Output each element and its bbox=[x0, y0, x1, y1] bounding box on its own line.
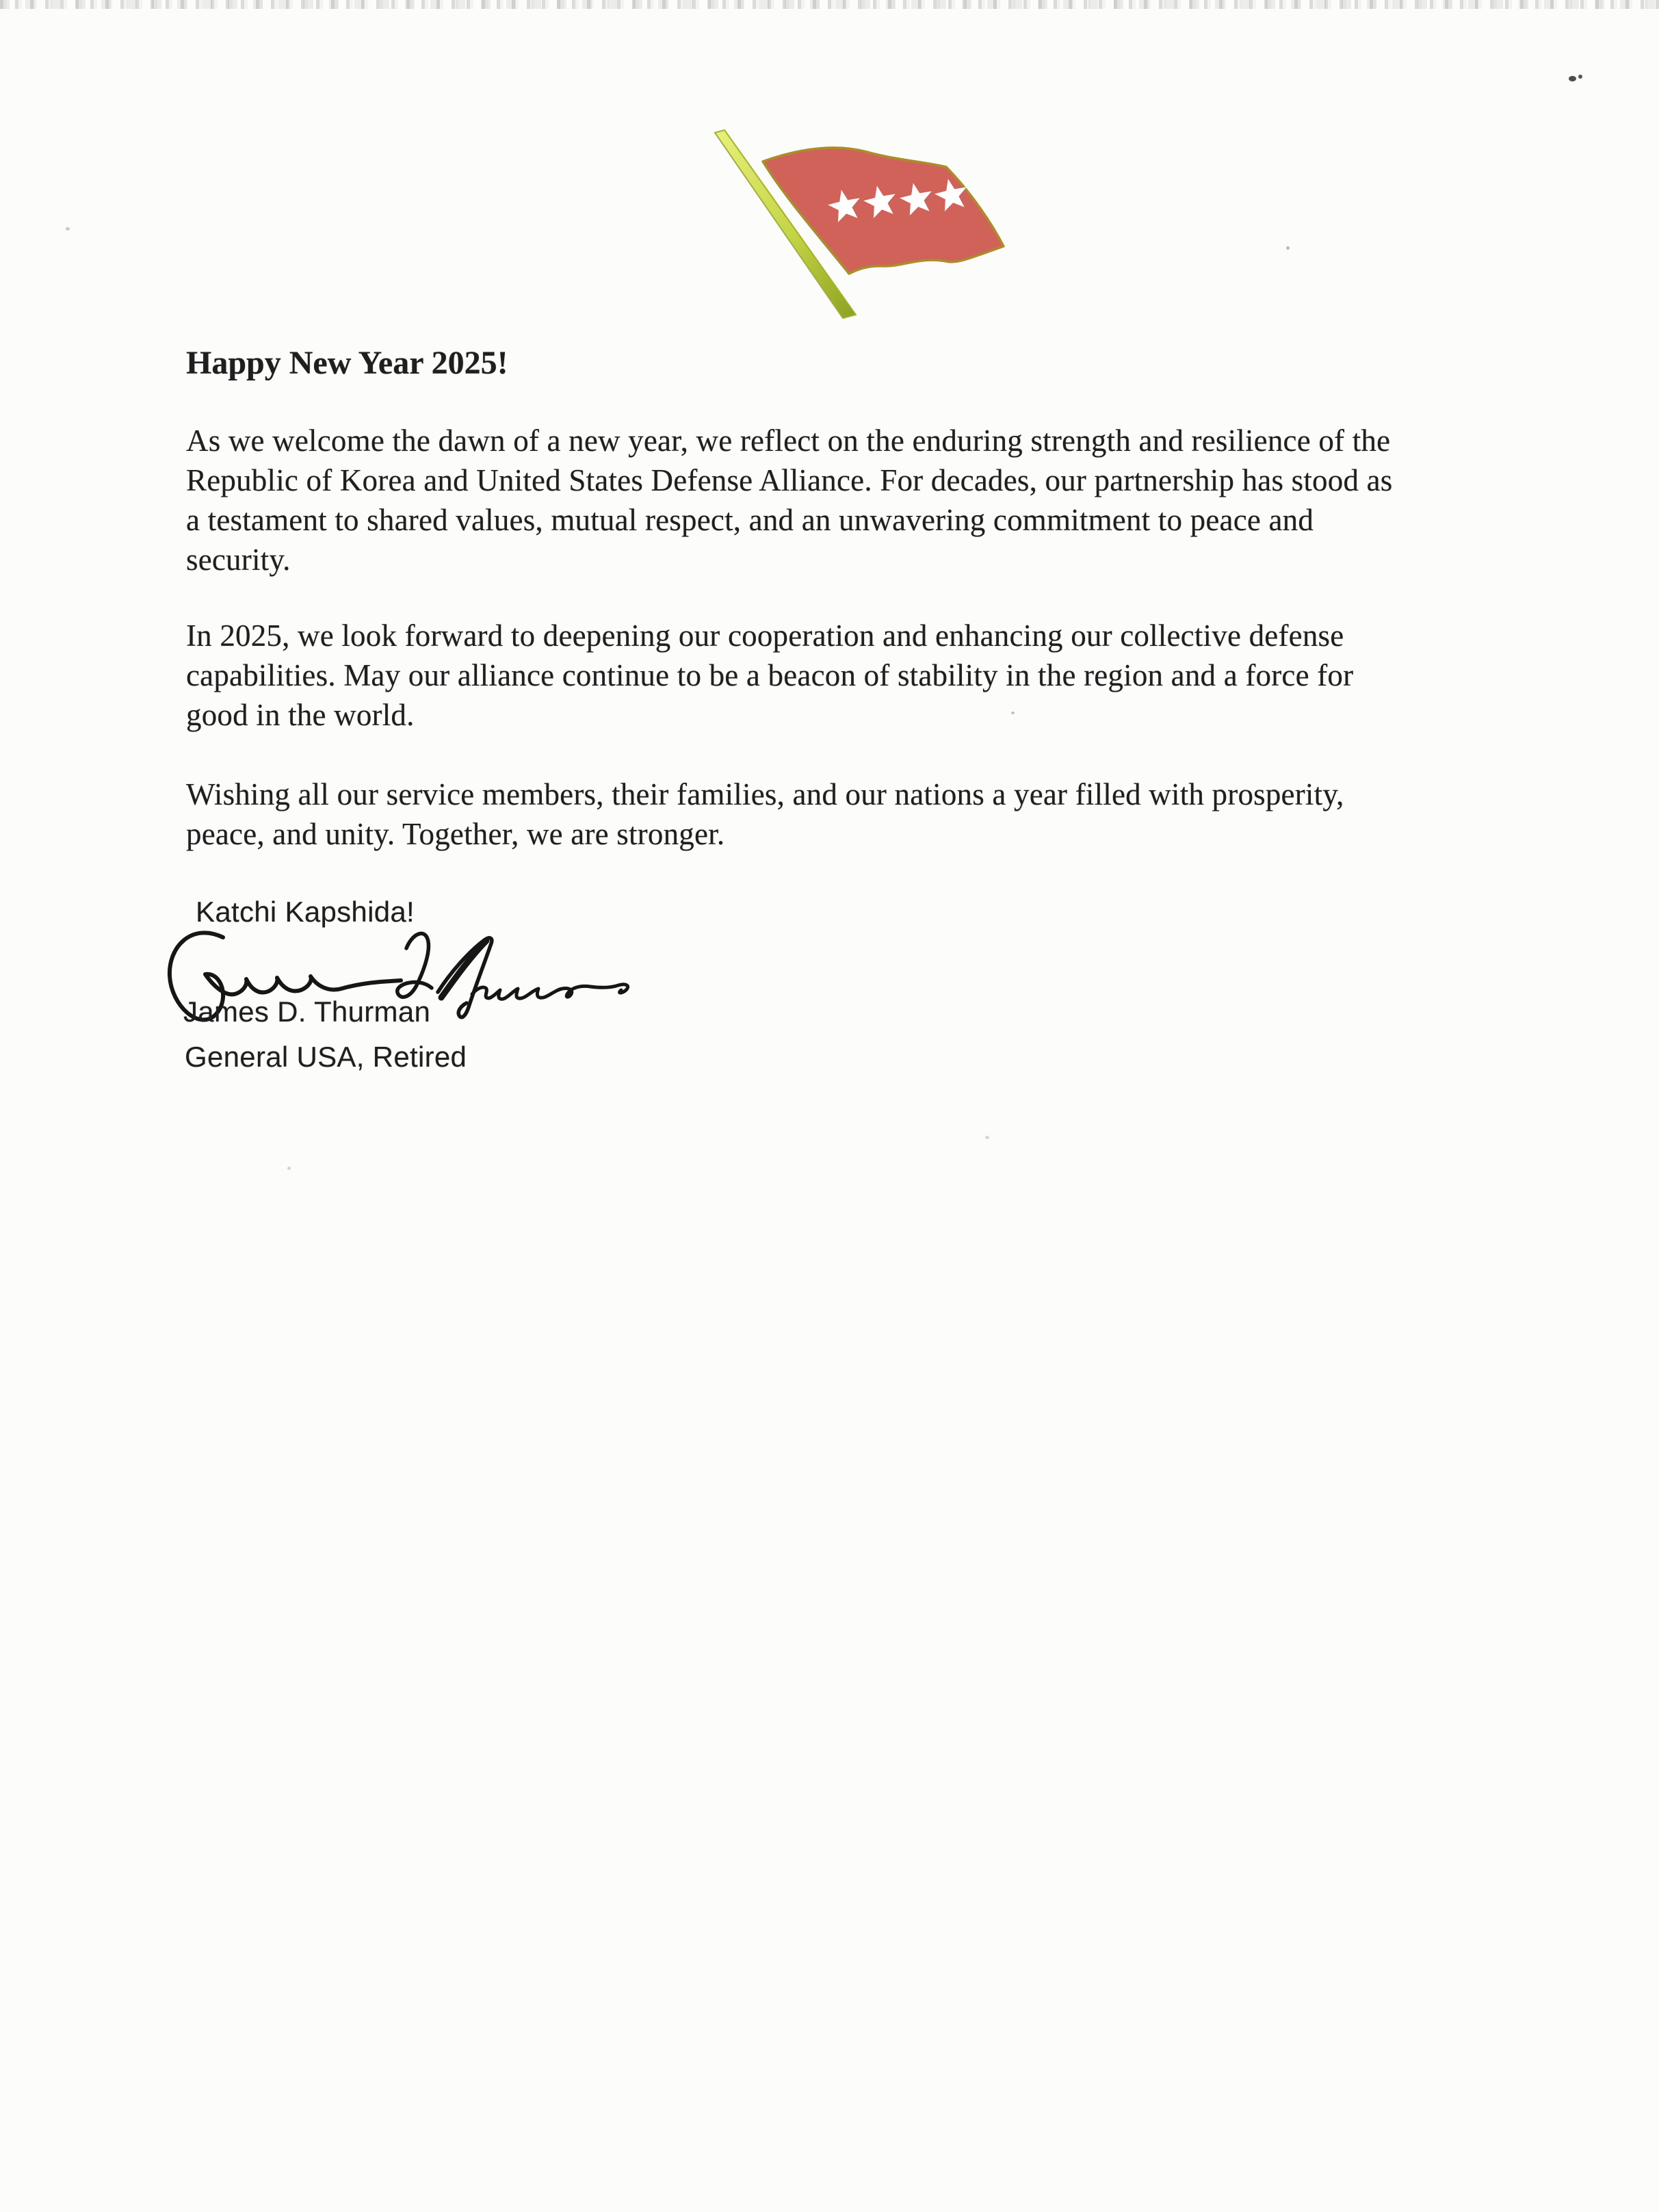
signer-title: General USA, Retired bbox=[185, 1041, 467, 1073]
letter-heading: Happy New Year 2025! bbox=[186, 345, 508, 381]
scan-speck bbox=[287, 1167, 291, 1170]
scan-speck bbox=[1578, 75, 1582, 79]
body-line: In 2025, we look forward to deepening our cooperation and enhancing our collective defense bbox=[186, 619, 1344, 653]
body-line: Wishing all our service members, their families, and our nations a year filled with prosperity, bbox=[186, 777, 1344, 811]
body-line: a testament to shared values, mutual respect, and an unwavering commitment to peace and bbox=[186, 503, 1314, 537]
body-line: As we welcome the dawn of a new year, we reflect on the enduring strength and resilience of the bbox=[186, 424, 1391, 458]
body-line: security. bbox=[186, 543, 291, 577]
body-line: good in the world. bbox=[186, 698, 415, 732]
body-line: peace, and unity. Together, we are stronger. bbox=[186, 817, 725, 851]
scan-speck bbox=[985, 1136, 989, 1139]
signature-stroke bbox=[438, 938, 492, 1017]
signer-name: James D. Thurman bbox=[183, 996, 431, 1028]
signature-stroke bbox=[397, 933, 432, 997]
scan-speck bbox=[1286, 246, 1290, 250]
scan-speck bbox=[1011, 712, 1015, 714]
scan-speck bbox=[66, 227, 70, 231]
signature-stroke bbox=[472, 985, 628, 999]
four-star-flag-icon bbox=[708, 125, 1023, 320]
scan-speck bbox=[1569, 76, 1576, 81]
body-line: Republic of Korea and United States Defense Alliance. For decades, our partnership has stood as bbox=[186, 463, 1393, 497]
scan-noise bbox=[0, 0, 1659, 9]
body-line: capabilities. May our alliance continue to be a beacon of stability in the region and a force for bbox=[186, 658, 1354, 692]
closing-line: Katchi Kapshida! bbox=[196, 896, 415, 928]
